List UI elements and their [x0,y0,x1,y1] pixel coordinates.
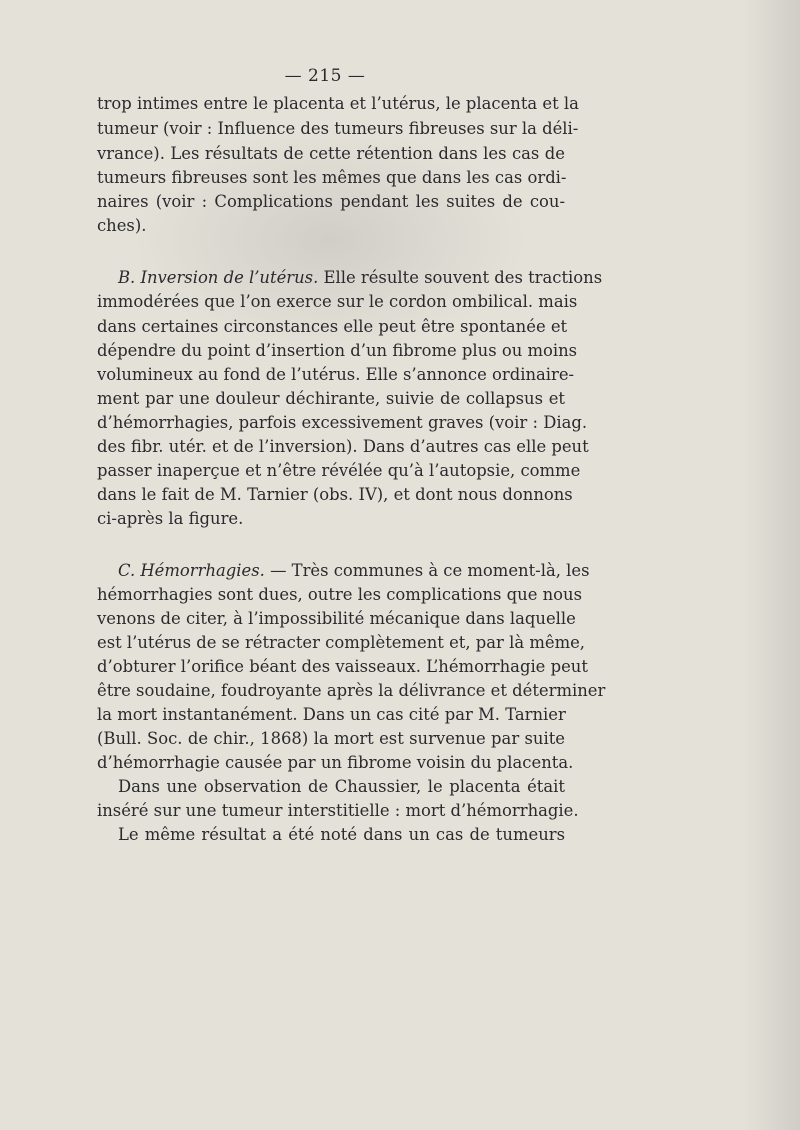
text-line: tumeurs fibreuses sont les mêmes que dans les cas ordi- [97,168,567,187]
text-line: ci-après la figure. [97,509,244,528]
text-line: dépendre du point d’insertion d’un fibrome plus ou moins [97,341,578,360]
text-line: la mort instantanément. Dans un cas cité par M. Tarnier [97,705,566,724]
text-line: ment par une douleur déchirante, suivie de collapsus et [97,389,565,408]
text-line: d’hémorrhagies, parfois excessivement graves (voir : Diag. [97,413,588,432]
text-line: passer inaperçue et n’être révélée qu’à l’autopsie, comme [97,461,581,480]
text-line: Le même résultat a été noté dans un cas de tumeurs [118,825,565,844]
text-line: inséré sur une tumeur interstitielle : mort d’hémorrhagie. [97,801,579,820]
text-line: immodérées que l’on exerce sur le cordon ombilical. mais [97,292,578,311]
text-line: d’obturer l’orifice béant des vaisseaux. L’hémorrhagie peut [97,657,588,676]
text-line: tumeur (voir : Influence des tumeurs fibreuses sur la déli- [97,119,579,138]
text-segment: Elle résulte souvent des tractions [323,268,603,287]
text-line: (Bull. Soc. de chir., 1868) la mort est survenue par suite [97,729,565,748]
text-line: venons de citer, à l’impossibilité mécanique dans laquelle [97,609,576,628]
text-line: hémorrhagies sont dues, outre les complications que nous [97,585,582,604]
text-segment: — Très communes à ce moment-là, les [270,561,590,580]
text-line: dans certaines circonstances elle peut être spontanée et [97,317,568,336]
page-number: — 215 — [284,66,366,86]
text-line: Dans une observation de Chaussier, le placenta était [118,777,565,796]
section-first-line [118,266,603,290]
text-line: d’hémorrhagie causée par un fibrome voisin du placenta. [97,753,574,772]
section-heading-inversion: B. Inversion de l’utérus. [118,268,319,287]
text-line: ches). [97,216,147,235]
text-line: des fibr. utér. et de l’inversion). Dans d’autres cas elle peut [97,437,589,456]
text-line: volumineux au fond de l’utérus. Elle s’annonce ordinaire- [97,365,575,384]
section-heading-hemorrhagies: C. Hémorrhagies. [118,561,265,580]
text-line: naires (voir : Complications pendant les suites de cou- [97,192,565,211]
text-line: vrance). Les résultats de cette rétention dans les cas de [97,144,565,163]
text-line: trop intimes entre le placenta et l’utérus, le placenta et la [97,94,579,113]
text-line: dans le fait de M. Tarnier (obs. IV), et dont nous donnons [97,485,573,504]
section-first-line [118,559,590,583]
text-line: est l’utérus de se rétracter complètement et, par là même, [97,633,586,652]
text-line: être soudaine, foudroyante après la délivrance et déterminer [97,681,606,700]
